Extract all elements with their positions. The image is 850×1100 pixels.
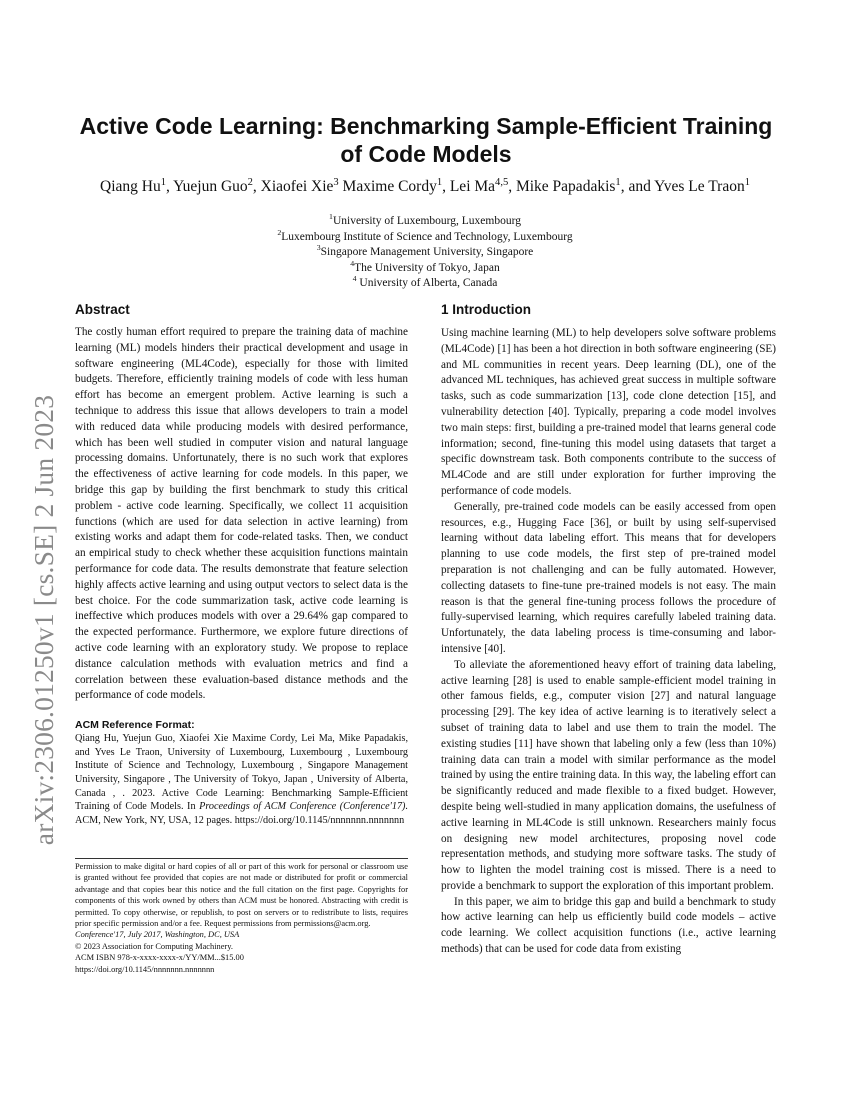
left-column — [75, 301, 408, 827]
author-affiliation-mark: 1 — [160, 176, 166, 188]
acm-reference-part: ACM, New York, NY, USA, 12 pages. https://doi.org/10.1145/nnnnnnn.nnnnnnn — [75, 814, 405, 826]
abstract-text: The costly human effort required to prepare the training data of machine learning (ML) models hinders their practical development and usage in software engineering (ML4Code), especially for those with limited budgets. Therefore, efficiently training models of code with less human effort has become an emergent problem. Active learning is such a technique to address this issue that allows developers to train a model with reduced data while producing models with desired performance, which has been well studied in computer vision and natural language processing domains. Unfortunately, there is no such work that explores the effectiveness of active learning for code models. In this paper, we bridge this gap by building the first benchmark to study this critical problem - active code learning. Specifically, we collect 11 acquisition functions (which are used for data selection in active learning) from existing works and adapt them for code-related tasks. Then, we conduct an empirical study to check whether these acquisition functions maintain performance for code data. The results demonstrate that feature selection highly affects active learning and using output vectors to select data is the best choice. For the code summarization task, active code learning is ineffective which produces models with over a 29.64% gap compared to the expected performance. Furthermore, we explore future directions of active code learning with an exploratory study. We propose to replace distance calculation methods with evaluation metrics and find a correlation between these evaluation-based distance methods and the performance of code models. — [75, 326, 408, 702]
author-list: Qiang Hu$^1$, Yuejun Guo$^2$, Xiaofei Xie$^3$ Maxime Cordy$^1$, Lei Ma$^{4,5}$, Mike Papadakis$^1$, and Yves Le Traon$^1$ — [100, 176, 750, 195]
affiliation-line — [180, 258, 670, 277]
author-name: Qiang Hu — [100, 178, 161, 195]
permission-text: Permission to make digital or hard copies of all or part of this work for personal or classroom use is granted without fee provided that copies are not made or distributed for profit or commercial advantage and that copies bear this notice and the full citation on the first page. Copyrights for components of this work owned by others than ACM must be honored. Abstracting with credit is permitted. To copy otherwise, or republish, to post on servers or to redistribute to lists, requires prior specific permission and/or a fee. Request permissions from permissions@acm.org. — [75, 862, 408, 929]
acm-reference-heading: ACM Reference Format: — [75, 719, 195, 732]
affiliation-number: 4 — [352, 274, 357, 284]
author-affiliation-mark: 3 — [333, 176, 339, 188]
author-affiliation-mark: 1 — [436, 176, 443, 188]
abstract-heading: Abstract — [75, 302, 130, 317]
affiliation-number: 3 — [316, 243, 321, 253]
affiliation-number: 2 — [277, 227, 282, 237]
author-name: Mike Papadakis — [515, 178, 616, 195]
author-name: Yuejun Guo — [173, 178, 248, 195]
introduction-paragraph: Generally, pre-trained code models can be easily accessed from open resources, e.g., Hugging Face [36], or built by using self-supervised learning without data labeling effort. This means that for developers planning to use code models, the first step of pre-trained model preparation is not challenging and can be fully automated. However, collecting datasets to fine-tune pre-trained models is not easy. The main reason is that the general fine-tuning process follows the procedure of fully-supervised learning, which requires carefully labeled training data. Unfortunately, the data labeling process is time-consuming and labor-intensive [40]. — [441, 500, 776, 655]
affiliation-name: Luxembourg Institute of Science and Technology, Luxembourg — [281, 230, 573, 243]
author-affiliation-mark: 1 — [615, 176, 621, 188]
author-name: Yves Le Traon — [654, 178, 745, 195]
paper-title: Active Code Learning: Benchmarking Sample-Efficient Training of Code Models — [79, 113, 773, 167]
isbn-line: ACM ISBN 978-x-xxxx-xxxx-x/YY/MM...$15.00 — [75, 953, 244, 963]
introduction-heading: 1 Introduction — [441, 302, 531, 317]
affiliation-line — [180, 227, 670, 246]
acm-reference-part: Qiang Hu, Yuejun Guo, Xiaofei Xie Maxime Cordy, Lei Ma, Mike Papadakis, and Yves Le Traon, University of Luxembourg, Luxembourg , Luxembourg Institute of Science and Technology, Luxembourg , Singapore Management University, Singapore , The University of Tokyo, Japan , University of Alberta, Canada , . 2023. Active Code Learning: Benchmarking Sample-Efficient Training of Code Models. In — [75, 733, 408, 813]
affiliation-name: Singapore Management University, Singapore — [320, 246, 534, 259]
affiliation-number: 1 — [329, 212, 333, 222]
arxiv-identifier-text: arXiv:2306.01250v1 [cs.SE] 2 Jun 2023 — [28, 394, 59, 846]
author-affiliation-mark: 1 — [744, 176, 750, 188]
right-column — [441, 301, 776, 958]
author-name: Maxime Cordy — [342, 178, 437, 195]
affiliation-line — [180, 245, 670, 261]
author-affiliation-mark: 4,5 — [495, 176, 509, 188]
copyright-line: © 2023 Association for Computing Machinery. — [75, 941, 233, 951]
author-name: Lei Ma — [449, 178, 496, 195]
introduction-paragraph: To alleviate the aforementioned heavy effort of training data labeling, active learning [28] is used to enable sample-efficient model training in other famous fields, e.g., computer vision [27] and natural language processing [29]. The key idea of active learning is to iteratively select a subset of training data to label and use them to train the model. The existing studies [11] have shown that labeling only a few (less than 10%) training data can train a model with similar performance as the model trained by using the entire training data. In this way, the labeling effort can be significantly reduced and made flexible to a fixed budget. However, despite being well-studied in many application domains, the usefulness of active learning in ML4Code is still unknown. Researchers mainly focus on designing new model architectures, proposing novel code representation methods, and studying more software tasks. The study of how to lighten the model training cost is missed. There is a need to provide a benchmark to support the exploration of this important problem. — [441, 658, 776, 892]
affiliation-number: 4 — [350, 258, 355, 268]
affiliation-name: University of Luxembourg, Luxembourg — [332, 215, 521, 227]
introduction-paragraph: Using machine learning (ML) to help developers solve software problems (ML4Code) [1] has been a hot direction in both software engineering (SE) and ML communities in recent years. Deep learning (DL), one of the advanced ML techniques, has achieved great success in multiple software tasks, such as code summarization [13], code clone detection [15], and vulnerability detection [40]. Typically, preparing a code model involves two main steps: first, building a pre-trained model that learns general code information; second, fine-tuning this model using datasets that target a specific downstream task. Both components contribute to the success of ML4Code and are still under exploration for further improving the performance of code models. — [441, 327, 776, 497]
acm-reference-venue: Proceedings of ACM Conference (Conference'17). — [199, 801, 408, 813]
affiliation-name: University of Alberta, Canada — [356, 277, 498, 290]
conference-name: Conference'17, July 2017, Washington, DC, USA — [75, 930, 240, 940]
permission-notice — [75, 861, 408, 975]
author-name: Xiaofei Xie — [260, 178, 334, 195]
introduction-paragraph: In this paper, we aim to bridge this gap and build a benchmark to study how active learning can help us efficiently build code models – active code learning. We collect acquisition functions (i.e., active learning methods) that can be used for code data from existing — [441, 895, 776, 956]
conference-line — [75, 929, 408, 940]
affiliation-line — [180, 276, 670, 292]
footnote-divider — [75, 858, 408, 859]
acm-reference-text — [75, 732, 408, 827]
affiliation-list — [180, 214, 670, 292]
doi-line: https://doi.org/10.1145/nnnnnnn.nnnnnnn — [75, 964, 215, 974]
author-affiliation-mark: 2 — [247, 176, 253, 188]
affiliation-line — [180, 214, 670, 230]
affiliation-name: The University of Tokyo, Japan — [354, 261, 500, 274]
